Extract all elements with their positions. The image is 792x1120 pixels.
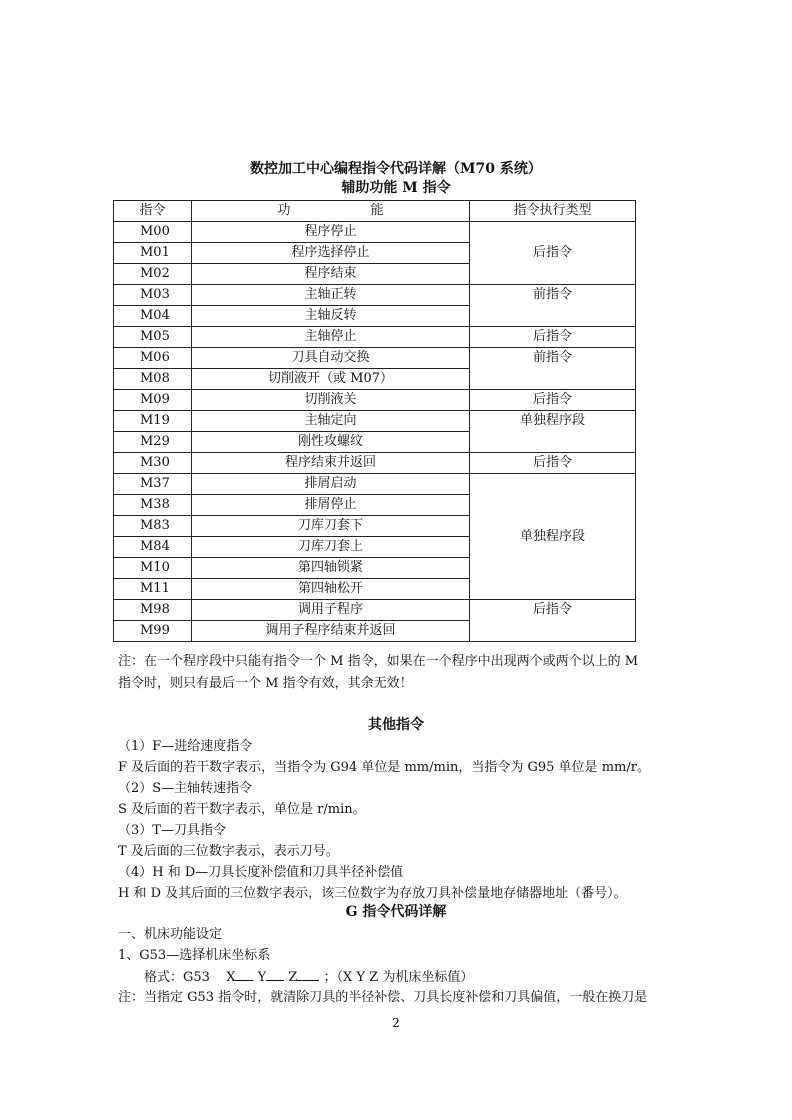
- other-line: （1）F—进给速度指令: [118, 739, 253, 754]
- cell-code: M04: [114, 306, 192, 327]
- other-line: F 及后面的若干数字表示，当指令为 G94 单位是 mm/min，当指令为 G95 单位是 mm/r。: [118, 760, 650, 775]
- other-line: （4）H 和 D—刀具长度补偿值和刀具半径补偿值: [118, 865, 404, 880]
- cell-code: M30: [114, 453, 192, 474]
- header-function-b: 能: [370, 203, 384, 218]
- cell-code: M99: [114, 621, 192, 642]
- cell-function: 调用子程序结束并返回: [192, 621, 470, 642]
- cell-code: M09: [114, 390, 192, 411]
- x-blank: [235, 966, 253, 981]
- m-code-table: [113, 200, 636, 642]
- cell-function: 刀具自动交换: [192, 348, 470, 369]
- table-row: [114, 600, 636, 621]
- table-row: [114, 285, 636, 306]
- cell-function: 主轴正转: [192, 285, 470, 306]
- cell-code: M37: [114, 474, 192, 495]
- document-title: 数控加工中心编程指令代码详解（M70 系统）: [250, 161, 542, 177]
- cell-type: 后指令: [470, 600, 636, 642]
- cell-code: M01: [114, 243, 192, 264]
- cell-function: 切削液开（或 M07）: [192, 369, 470, 390]
- g-code-heading: G 指令代码详解: [345, 904, 447, 920]
- table-row: [114, 453, 636, 474]
- other-line: （2）S—主轴转速指令: [118, 781, 253, 796]
- cell-type: 后指令: [470, 453, 636, 474]
- cell-code: M02: [114, 264, 192, 285]
- header-function: [192, 201, 470, 222]
- format-label: 格式：G53: [144, 970, 210, 985]
- cell-type: 后指令: [470, 327, 636, 348]
- cell-code: M00: [114, 222, 192, 243]
- cell-function: 排屑启动: [192, 474, 470, 495]
- y-blank: [266, 966, 284, 981]
- page-number: 2: [392, 1016, 400, 1030]
- cell-function: 切削液关: [192, 390, 470, 411]
- other-line: （3）T—刀具指令: [118, 823, 226, 838]
- note-line-1: 注：在一个程序段中只能有指令一个 M 指令，如果在一个程序中出现两个或两个以上的 M: [118, 654, 639, 669]
- note-line-2: 指令时，则只有最后一个 M 指令有效，其余无效！: [118, 676, 413, 691]
- header-function-a: 功: [277, 203, 291, 218]
- header-type: 指令执行类型: [470, 201, 636, 222]
- cell-code: M83: [114, 516, 192, 537]
- z-blank: [297, 966, 319, 981]
- g-section-title: 一、机床功能设定: [118, 927, 223, 942]
- cell-type: 前指令: [470, 285, 636, 327]
- cell-code: M98: [114, 600, 192, 621]
- cell-function: 第四轴松开: [192, 579, 470, 600]
- format-tail: ；（X Y Z 为机床坐标值）: [323, 970, 474, 985]
- cell-function: 主轴反转: [192, 306, 470, 327]
- cell-code: M10: [114, 558, 192, 579]
- cell-function: 程序结束并返回: [192, 453, 470, 474]
- cell-code: M06: [114, 348, 192, 369]
- cell-code: M03: [114, 285, 192, 306]
- cell-function: 刀库刀套上: [192, 537, 470, 558]
- cell-function: 第四轴锁紧: [192, 558, 470, 579]
- cell-type: 后指令: [470, 222, 636, 285]
- cell-function: 程序结束: [192, 264, 470, 285]
- cell-code: M38: [114, 495, 192, 516]
- cell-type: 前指令: [470, 348, 636, 390]
- cell-function: 调用子程序: [192, 600, 470, 621]
- table-row: [114, 411, 636, 432]
- other-line: H 和 D 及其后面的三位数字表示，该三位数字为存放刀具补偿量地存储器地址（番号）。: [118, 886, 627, 901]
- cell-code: M19: [114, 411, 192, 432]
- g53-note: 注：当指定 G53 指令时，就清除刀具的半径补偿、刀具长度补偿和刀具偏值，一般在换刀是: [118, 990, 648, 1005]
- cell-type: 单独程序段: [470, 411, 636, 453]
- cell-function: 主轴定向: [192, 411, 470, 432]
- cell-code: M08: [114, 369, 192, 390]
- header-code: 指令: [114, 201, 192, 222]
- table-row: [114, 222, 636, 243]
- other-line: S 及后面的若干数字表示，单位是 r/min。: [118, 802, 366, 817]
- cell-type: 后指令: [470, 390, 636, 411]
- table-row: [114, 327, 636, 348]
- table-row: [114, 348, 636, 369]
- table-title: 辅助功能 M 指令: [341, 180, 451, 196]
- cell-function: 刀库刀套下: [192, 516, 470, 537]
- cell-code: M05: [114, 327, 192, 348]
- format-z: Z: [288, 970, 298, 985]
- table-header-row: [114, 201, 636, 222]
- format-y: Y: [257, 970, 267, 985]
- cell-function: 主轴停止: [192, 327, 470, 348]
- cell-code: M11: [114, 579, 192, 600]
- cell-code: M29: [114, 432, 192, 453]
- format-x: X: [226, 970, 236, 985]
- cell-code: M84: [114, 537, 192, 558]
- other-instructions-heading: 其他指令: [368, 717, 424, 733]
- cell-function: 排屑停止: [192, 495, 470, 516]
- table-row: [114, 474, 636, 495]
- g53-format-line: [144, 966, 704, 988]
- cell-function: 程序选择停止: [192, 243, 470, 264]
- cell-function: 刚性攻螺纹: [192, 432, 470, 453]
- cell-function: 程序停止: [192, 222, 470, 243]
- other-line: T 及后面的三位数字表示，表示刀号。: [118, 844, 339, 859]
- cell-type: 单独程序段: [470, 474, 636, 600]
- g-item-title: 1、G53—选择机床坐标系: [118, 948, 271, 963]
- table-row: [114, 390, 636, 411]
